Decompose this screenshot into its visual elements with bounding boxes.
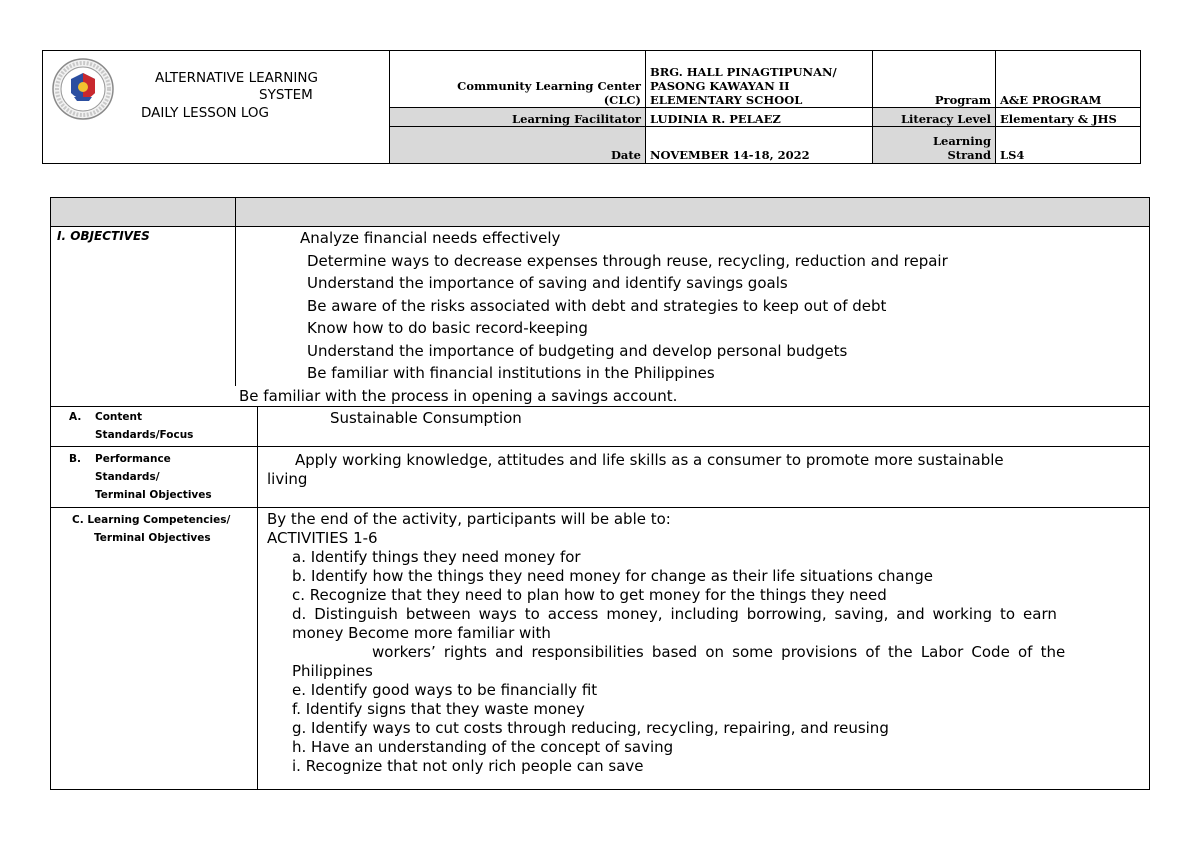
facilitator-value-text: LUDINIA R. PELAEZ xyxy=(650,112,781,126)
facilitator-label-text: Learning Facilitator xyxy=(512,112,641,126)
lesson-log-table xyxy=(50,197,1150,790)
strand-label xyxy=(872,127,995,163)
content-standards-row xyxy=(51,407,1149,447)
header-table xyxy=(42,50,1141,164)
table-header-row xyxy=(51,198,1149,227)
competency-item: a. Identify things they need money for xyxy=(292,548,581,566)
date-value-text: NOVEMBER 14-18, 2022 xyxy=(650,148,810,162)
learning-competencies-value-cell xyxy=(258,508,1149,789)
date-value xyxy=(645,127,872,163)
objective-item: Be familiar with financial institutions in the Philippines xyxy=(307,364,715,382)
competencies-label-line-2: Terminal Objectives xyxy=(94,532,211,544)
content-label-line-1: Content xyxy=(95,411,143,423)
deped-seal-logo xyxy=(51,57,115,121)
objectives-divider xyxy=(235,227,236,386)
content-label-line-2: Standards/Focus xyxy=(95,429,194,441)
content-standards-value: Sustainable Consumption xyxy=(330,409,522,427)
performance-standards-value-cell xyxy=(258,447,1149,507)
clc-value-line-3: ELEMENTARY SCHOOL xyxy=(650,93,803,107)
content-standards-value-cell xyxy=(258,407,1149,446)
learning-competencies-label xyxy=(51,508,258,789)
strand-value xyxy=(995,127,1140,163)
objective-item: Analyze financial needs effectively xyxy=(300,229,561,247)
performance-label-line-1: Performance xyxy=(95,453,171,465)
literacy-label-text: Literacy Level xyxy=(900,112,991,126)
competency-item: h. Have an understanding of the concept of saving xyxy=(292,738,674,756)
clc-label-line-1: Community Learning Center xyxy=(457,79,641,93)
objective-item: Determine ways to decrease expenses through reuse, recycling, reduction and repair xyxy=(307,251,948,270)
competency-item: c. Recognize that they need to plan how to get money for the things they need xyxy=(292,586,887,604)
strand-label-line-1: Learning xyxy=(932,134,991,148)
performance-standards-label xyxy=(51,447,258,507)
competency-item: f. Identify signs that they waste money xyxy=(292,700,585,718)
clc-label xyxy=(389,51,645,107)
competency-item: i. Recognize that not only rich people can save xyxy=(292,757,644,775)
logo-cell xyxy=(43,51,389,163)
objective-item: Be familiar with the process in opening a savings account. xyxy=(239,386,678,405)
facilitator-value xyxy=(645,107,872,127)
clc-value xyxy=(645,51,872,107)
literacy-value xyxy=(995,107,1140,127)
competency-item: Philippines xyxy=(292,662,373,680)
date-label xyxy=(389,127,645,163)
title-line-3: DAILY LESSON LOG xyxy=(141,105,269,121)
competencies-label-line-1: C. Learning Competencies/ xyxy=(72,514,231,526)
program-label xyxy=(872,51,995,107)
performance-standards-row xyxy=(51,447,1149,508)
competency-item: b. Identify how the things they need money for change as their life situations change xyxy=(292,567,933,585)
clc-value-line-2: PASONG KAWAYAN II xyxy=(650,79,790,93)
literacy-label xyxy=(872,107,995,127)
header-divider xyxy=(235,198,236,226)
objective-item: Be aware of the risks associated with debt and strategies to keep out of debt xyxy=(307,296,887,315)
competencies-activities: ACTIVITIES 1-6 xyxy=(267,529,378,547)
learning-competencies-row xyxy=(51,508,1149,789)
program-value xyxy=(995,51,1140,107)
performance-label-line-2: Standards/ xyxy=(95,471,160,483)
competency-item: d. Distinguish between ways to access money, including borrowing, saving, and working to earn xyxy=(292,605,1057,623)
clc-label-line-2: (CLC) xyxy=(603,93,641,107)
program-label-text: Program xyxy=(934,93,991,107)
strand-label-line-2: Strand xyxy=(947,148,991,162)
program-value-text: A&E PROGRAM xyxy=(1000,93,1102,107)
title-line-1: ALTERNATIVE LEARNING xyxy=(155,70,318,86)
performance-value-line-1: Apply working knowledge, attitudes and life skills as a consumer to promote more sustainable xyxy=(295,451,1004,469)
objectives-label: I. OBJECTIVES xyxy=(57,229,150,243)
competency-item: g. Identify ways to cut costs through reducing, recycling, repairing, and reusing xyxy=(292,719,889,737)
content-standards-label xyxy=(51,407,258,446)
objective-item: Know how to do basic record-keeping xyxy=(307,319,588,337)
objective-item: Understand the importance of saving and identify savings goals xyxy=(307,274,788,292)
performance-value-line-2: living xyxy=(267,470,308,488)
facilitator-label xyxy=(389,107,645,127)
competency-item: money Become more familiar with xyxy=(292,624,551,642)
objectives-row xyxy=(51,227,1149,407)
clc-value-line-1: BRG. HALL PINAGTIPUNAN/ xyxy=(650,65,837,79)
competency-item: workers’ rights and responsibilities based on some provisions of the Labor Code of the xyxy=(372,643,1066,661)
performance-letter: B. xyxy=(69,453,81,465)
objective-item: Understand the importance of budgeting and develop personal budgets xyxy=(307,341,848,360)
competency-item: e. Identify good ways to be financially fit xyxy=(292,681,598,699)
date-label-text: Date xyxy=(610,148,641,162)
content-letter: A. xyxy=(69,411,82,423)
competencies-intro: By the end of the activity, participants will be able to: xyxy=(267,510,671,528)
literacy-value-text: Elementary & JHS xyxy=(1000,112,1117,126)
strand-value-text: LS4 xyxy=(1000,148,1025,162)
title-line-2: SYSTEM xyxy=(259,87,313,103)
performance-label-line-3: Terminal Objectives xyxy=(95,489,212,501)
